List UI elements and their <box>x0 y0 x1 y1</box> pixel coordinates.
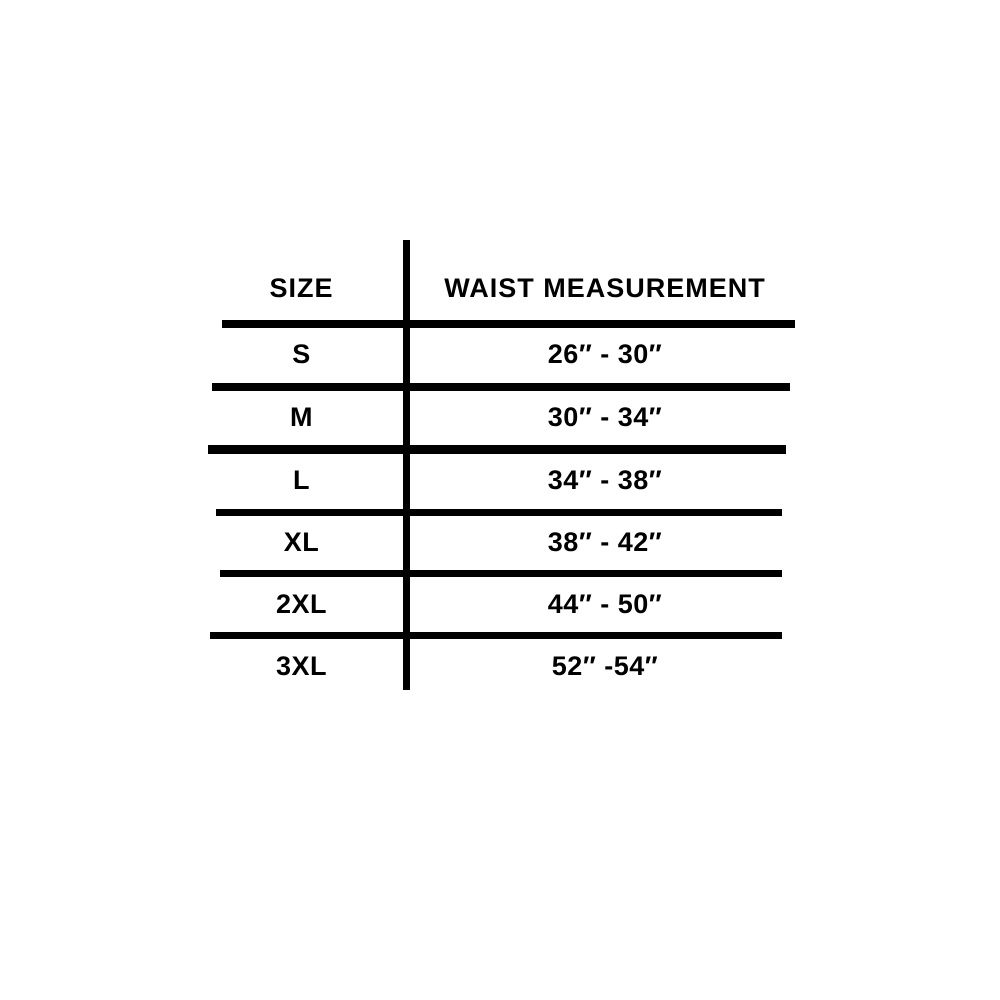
cell-size: M <box>290 402 313 432</box>
cell-size: XL <box>283 527 320 557</box>
table-row <box>200 385 800 449</box>
size-chart-table <box>200 240 800 690</box>
cell-measurement: 52″ -54″ <box>551 651 659 681</box>
table-row <box>200 322 800 386</box>
cell-measurement: 44″ - 50″ <box>547 589 663 619</box>
table-row <box>200 634 800 698</box>
cell-measurement: 26″ - 30″ <box>547 339 663 369</box>
cell-measurement: 38″ - 42″ <box>547 527 663 557</box>
cell-measurement: 34″ - 38″ <box>547 465 663 495</box>
column-header-size: SIZE <box>269 273 334 303</box>
cell-size: 3XL <box>275 651 328 681</box>
table-row <box>200 572 800 636</box>
cell-measurement: 30″ - 34″ <box>547 402 663 432</box>
column-header-waist-measurement: WAIST MEASUREMENT <box>444 273 766 303</box>
cell-size: L <box>293 465 310 495</box>
cell-size: S <box>292 339 311 369</box>
table-row <box>200 510 800 574</box>
table-row <box>200 448 800 512</box>
table-header-row <box>200 256 800 320</box>
cell-size: 2XL <box>275 589 328 619</box>
